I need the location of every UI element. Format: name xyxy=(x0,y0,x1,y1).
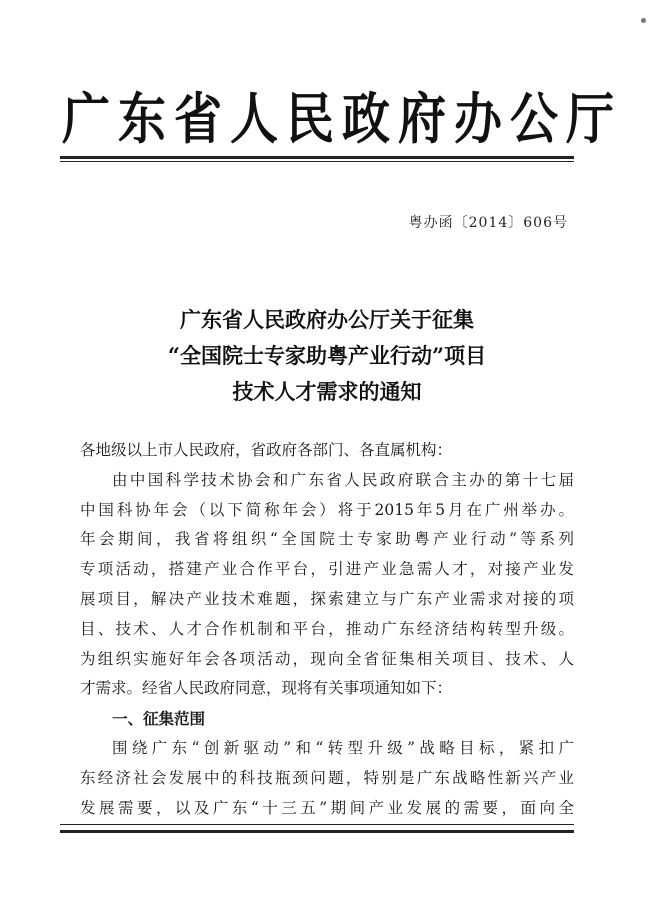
title-line: 广东省人民政府办公厅关于征集 xyxy=(180,307,474,332)
footer-rule-thick xyxy=(60,830,574,833)
document-body xyxy=(80,436,574,823)
title-line: 技术人才需求的通知 xyxy=(232,379,422,404)
paragraph-line: 展项目，解决产业技术难题，探索建立与广东产业需求对接的项 xyxy=(80,589,574,608)
paragraph-line: 年会期间，我省将组织“全国院士专家助粤产业行动”等系列 xyxy=(80,530,574,549)
paragraph-line: 中国科协年会（以下简称年会）将于2015年5月在广州举办。 xyxy=(80,500,574,519)
salutation: 各地级以上市人民政府，省政府各部门、各直属机构： xyxy=(80,441,453,459)
paragraph-line: 发展需要，以及广东“十三五”期间产业发展的需要，面向全 xyxy=(80,798,574,817)
paragraph-line: 由中国科学技术协会和广东省人民政府联合主办的第十七届 xyxy=(112,470,574,489)
paragraph-line: 围绕广东“创新驱动”和“转型升级”战略目标，紧扣广 xyxy=(112,738,574,757)
letterhead-rule-thick xyxy=(60,156,574,159)
letterhead-rule-thin xyxy=(60,161,574,162)
title-line: “全国院士专家助粤产业行动”项目 xyxy=(167,343,487,368)
paragraph-line: 才需求。经省人民政府同意，现将有关事项通知如下： xyxy=(80,679,453,698)
issuer-letterhead: 广东省人民政府办公厅 xyxy=(62,87,623,152)
document-title xyxy=(80,302,574,410)
footer-rule-thin xyxy=(60,824,574,825)
paragraph-line: 为组织实施好年会各项活动，现向全省征集相关项目、技术、人 xyxy=(80,649,574,668)
paragraph-line: 东经济社会发展中的科技瓶颈问题，特别是广东战略性新兴产业 xyxy=(80,768,574,787)
document-number: 粤办函〔2014〕606号 xyxy=(408,215,568,231)
paragraph-line: 专项活动，搭建产业合作平台，引进产业急需人才，对接产业发 xyxy=(80,560,574,579)
paragraph-line: 目、技术、人才合作机制和平台，推动广东经济结构转型升级。 xyxy=(80,619,574,638)
section-heading: 一、征集范围 xyxy=(112,709,206,729)
scan-speck xyxy=(641,18,646,23)
